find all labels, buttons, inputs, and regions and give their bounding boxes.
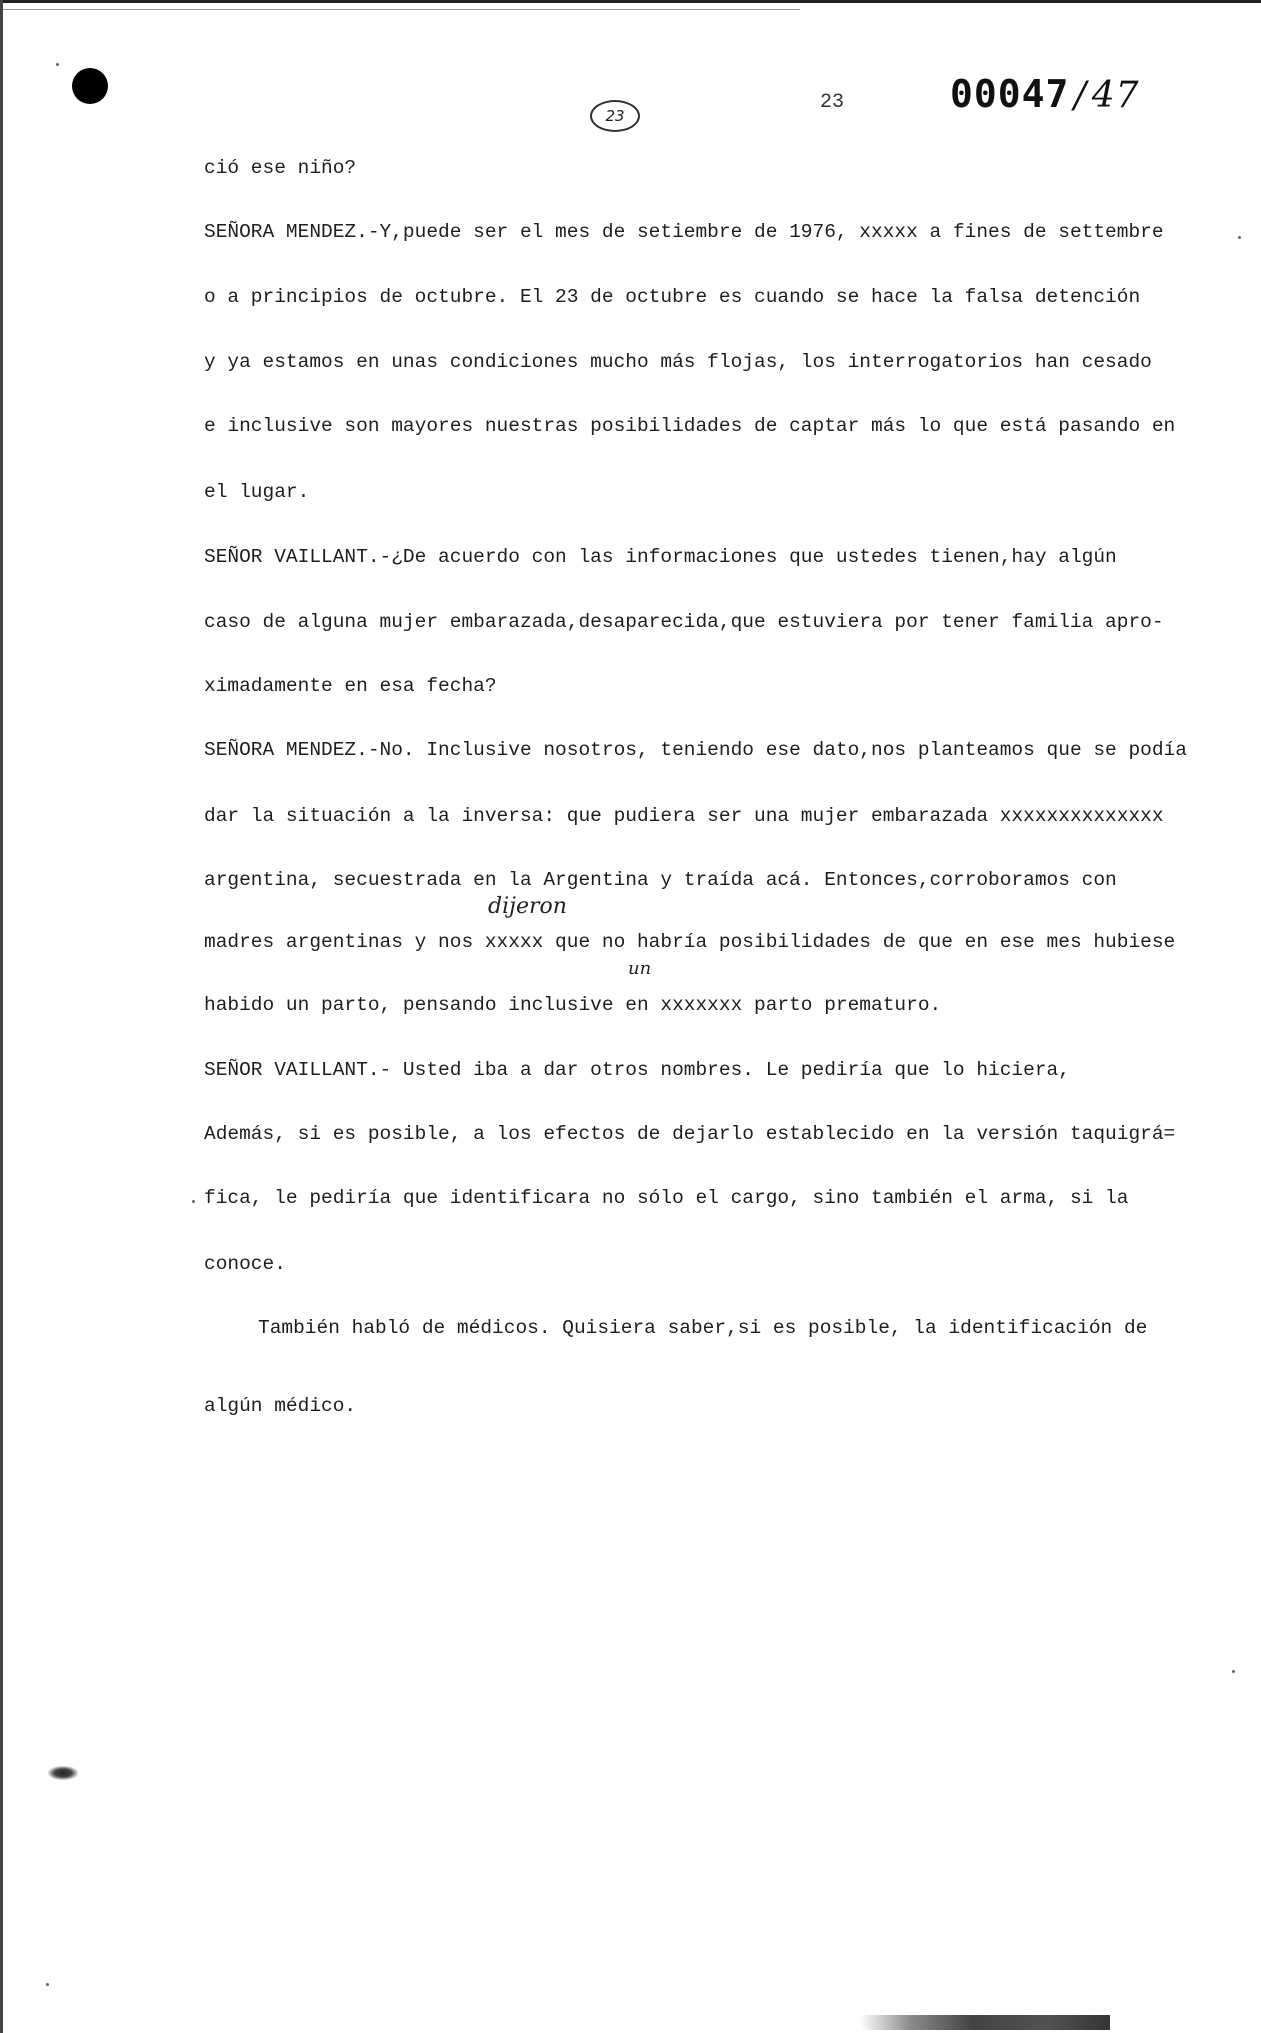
- handwritten-correction: dijeron: [488, 894, 567, 919]
- margin-speck: [1232, 1670, 1235, 1673]
- text-line: Además, si es posible, a los efectos de dejarlo establecido en la versión taquigrá=: [204, 1123, 1176, 1145]
- text-line: e inclusive son mayores nuestras posibilidades de captar más lo que está pasando en: [204, 415, 1176, 437]
- text-line: habido un parto, pensando inclusive en xxxxxxx parto prematuro.: [204, 994, 942, 1016]
- ink-smudge: [860, 2015, 1110, 2030]
- text-line: el lugar.: [204, 481, 310, 503]
- margin-speck: [1238, 236, 1241, 239]
- ink-smudge: [48, 1766, 78, 1780]
- handwritten-correction: un: [628, 958, 652, 979]
- text-line: SEÑORA MENDEZ.-No. Inclusive nosotros, teniendo ese dato,nos planteamos que se podía: [204, 739, 1187, 761]
- text-line: SEÑOR VAILLANT.- Usted iba a dar otros nombres. Le pediría que lo hiciera,: [204, 1059, 1070, 1081]
- text-line: fica, le pediría que identificara no sólo el cargo, sino también el arma, si la: [204, 1187, 1129, 1209]
- punch-hole: [72, 68, 108, 104]
- page-number: 23: [820, 91, 845, 114]
- text-line: SEÑORA MENDEZ.-Y,puede ser el mes de setiembre de 1976, xxxxx a fines de settembre: [204, 221, 1164, 243]
- margin-speck: [192, 1200, 195, 1203]
- text-line: ció ese niño?: [204, 157, 357, 179]
- folio-number: [950, 72, 1140, 116]
- page-top-edge: [0, 0, 1261, 9]
- page-left-edge: [0, 0, 3, 2033]
- text-line: ximadamente en esa fecha?: [204, 675, 497, 697]
- margin-speck: [46, 1983, 49, 1986]
- text-line: argentina, secuestrada en la Argentina y traída acá. Entonces,corroboramos con: [204, 869, 1117, 891]
- text-line: o a principios de octubre. El 23 de octubre es cuando se hace la falsa detención: [204, 286, 1141, 308]
- text-line: caso de alguna mujer embarazada,desaparecida,que estuviera por tener familia apro-: [204, 611, 1164, 633]
- circled-page-stamp: 23: [590, 100, 640, 132]
- folio-handwritten: / 47: [1069, 75, 1140, 116]
- folio-typed: 00047: [950, 72, 1070, 116]
- text-line: dar la situación a la inversa: que pudiera ser una mujer embarazada xxxxxxxxxxxxxx: [204, 805, 1164, 827]
- text-line: SEÑOR VAILLANT.-¿De acuerdo con las informaciones que ustedes tienen,hay algún: [204, 546, 1117, 568]
- text-line: conoce.: [204, 1253, 286, 1275]
- text-line: madres argentinas y nos xxxxx que no habría posibilidades de que en ese mes hubiese: [204, 931, 1176, 953]
- margin-speck: [56, 63, 59, 66]
- text-line: y ya estamos en unas condiciones mucho más flojas, los interrogatorios han cesado: [204, 351, 1152, 373]
- text-line: También habló de médicos. Quisiera saber,si es posible, la identificación de: [258, 1317, 1148, 1339]
- text-line: algún médico.: [204, 1395, 357, 1417]
